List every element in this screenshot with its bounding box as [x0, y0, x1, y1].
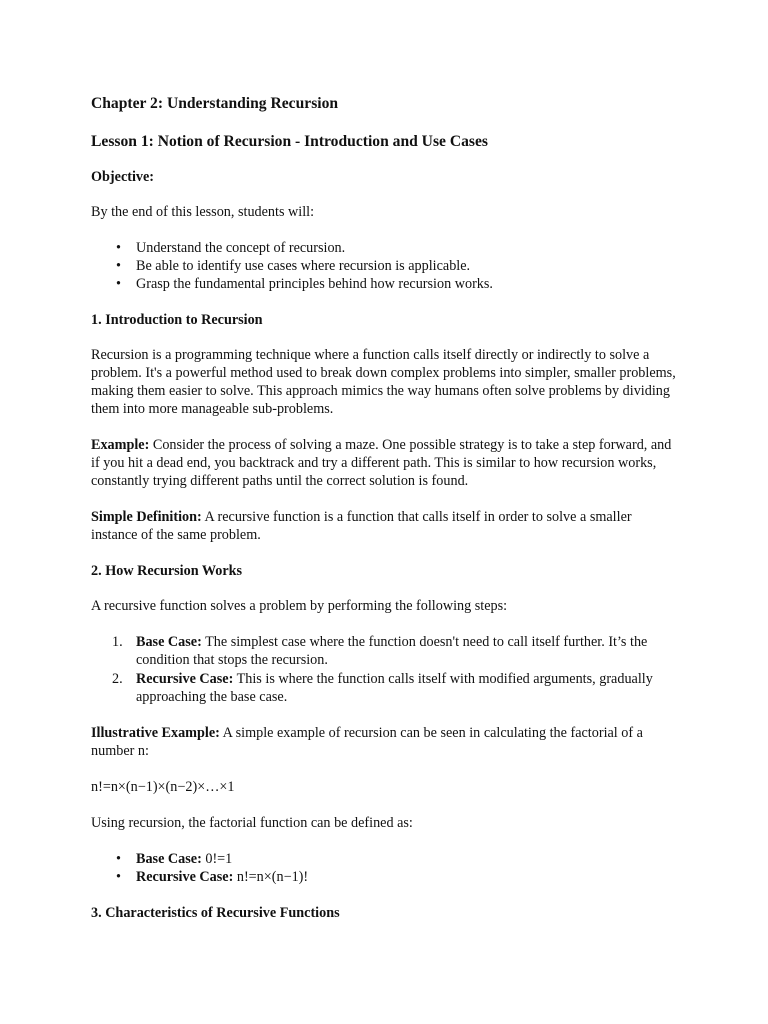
case-item [136, 850, 676, 868]
definition-text: A recursive function is a function that calls itself in order to solve a smaller instance of the same problem. [91, 509, 632, 543]
step-number: 2. [112, 671, 123, 687]
chapter-title: Chapter 2: Understanding Recursion [91, 95, 339, 112]
steps-list [91, 633, 676, 706]
lesson-title: Lesson 1: Notion of Recursion - Introduction and Use Cases [91, 133, 488, 150]
cases-list [91, 850, 676, 886]
step-text: This is where the function calls itself with modified arguments, gradually approaching the base case. [136, 671, 653, 705]
illustrative-label: Illustrative Example: [91, 725, 220, 741]
case-text: n!=n×(n−1)! [233, 869, 309, 885]
illustrative-paragraph [91, 724, 676, 760]
definition-label: Simple Definition: [91, 509, 202, 525]
step-label: Base Case: [136, 634, 202, 650]
objective-list [91, 239, 676, 293]
objective-heading: Objective: [91, 169, 155, 185]
step-item [112, 670, 676, 706]
factorial-formula: n!=n×(n−1)×(n−2)×…×1 [91, 779, 235, 795]
section-2-heading: 2. How Recursion Works [91, 563, 243, 579]
objective-item: • Grasp the fundamental principles behind how recursion works. [136, 275, 676, 293]
step-number: 1. [112, 634, 123, 650]
case-label: Recursive Case: [136, 869, 234, 885]
example-text: Consider the process of solving a maze. One possible strategy is to take a step forward, and if you hit a dead end, you backtrack and try a different path. This is similar to how recursion works, constantly trying different paths until the correct solution is found. [91, 437, 672, 489]
case-text: 0!=1 [201, 851, 233, 867]
step-label: Recursive Case: [136, 671, 234, 687]
case-item [136, 868, 676, 886]
example-paragraph [91, 436, 676, 490]
section-2-intro: A recursive function solves a problem by performing the following steps: [91, 598, 508, 614]
section-3-heading: 3. Characteristics of Recursive Functions [91, 905, 340, 921]
objective-item: • Be able to identify use cases where recursion is applicable. [136, 257, 676, 275]
example-label: Example: [91, 437, 150, 453]
case-label: Base Case: [136, 851, 202, 867]
section-1-heading: 1. Introduction to Recursion [91, 312, 263, 328]
section-1-paragraph: Recursion is a programming technique where a function calls itself directly or indirectly to solve a problem. It's a powerful method used to break down complex problems into simpler, smaller problems, making them easier to solve. This approach mimics the way humans often solve problems by dividing them into more manageable sub-problems. [91, 347, 676, 417]
step-item [112, 633, 676, 669]
objective-item: • Understand the concept of recursion. [136, 239, 676, 257]
illustrative-text: A simple example of recursion can be seen in calculating the factorial of a number n: [91, 725, 643, 759]
recursion-intro: Using recursion, the factorial function can be defined as: [91, 815, 413, 831]
objective-intro: By the end of this lesson, students will: [91, 204, 315, 220]
step-text: The simplest case where the function doesn't need to call itself further. It’s the condition that stops the recursion. [136, 634, 648, 668]
definition-paragraph [91, 508, 676, 544]
